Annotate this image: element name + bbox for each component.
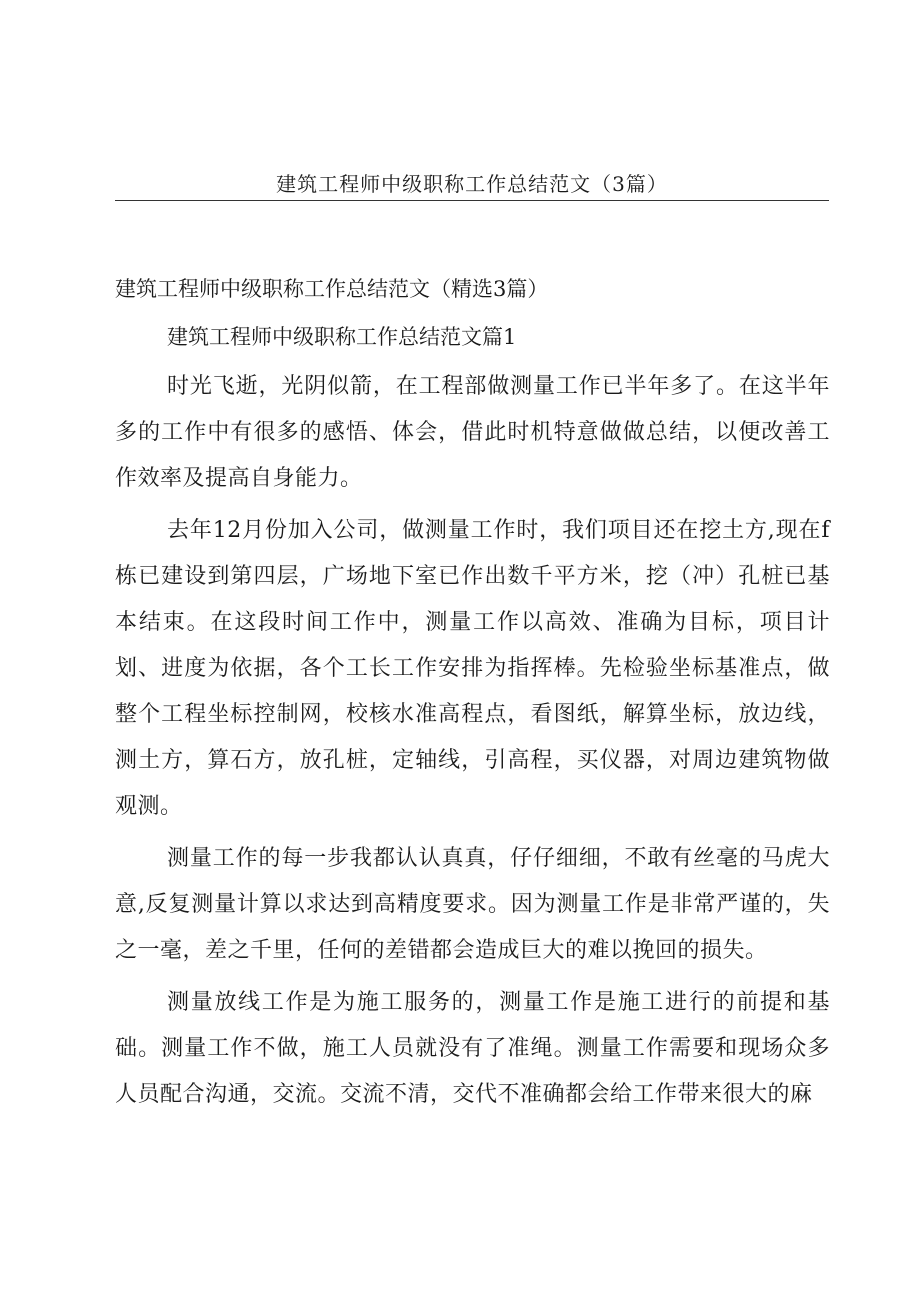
paragraph-1: 时光飞逝，光阴似箭，在工程部做测量工作已半年多了。在这半年多的工作中有很多的感悟、体会，借此时机特意做做总结，以便改善工作效率及提高自身能力。 <box>115 374 830 491</box>
document-body <box>115 268 830 1118</box>
section-heading: 建筑工程师中级职称工作总结范文篇1 <box>167 325 517 349</box>
paragraph-4: 测量放线工作是为施工服务的，测量工作是施工进行的前提和基础。测量工作不做，施工人员就没有了准绳。测量工作需要和现场众多人员配合沟通，交流。交流不清，交代不准确都会给工作带来很大的麻 <box>115 990 830 1107</box>
header-title: 建筑工程师中级职称工作总结范文（3篇） <box>276 172 668 196</box>
paragraph-3: 测量工作的每一步我都认认真真，仔仔细细，不敢有丝毫的马虎大意,反复测量计算以求达到高精度要求。因为测量工作是非常严谨的，失之一毫，差之千里，任何的差错都会造成巨大的难以挽回的损失。 <box>115 846 830 963</box>
paragraph-2: 去年12月份加入公司，做测量工作时，我们项目还在挖土方,现在f栋已建设到第四层，广场地下室已作出数千平方米，挖（冲）孔桩已基本结束。在这段时间工作中，测量工作以高效、准确为目标，项目计划、进度为依据，各个工长工作安排为指挥棒。先检验坐标基准点，做整个工程坐标控制网，校核水准高程点，看图纸，解算坐标，放边线，测土方，算石方，放孔桩，定轴线，引高程，买仪器，对周边建筑物做观测。 <box>115 518 830 819</box>
document-subtitle: 建筑工程师中级职称工作总结范文（精选3篇） <box>115 277 549 301</box>
header-rule <box>115 200 829 201</box>
